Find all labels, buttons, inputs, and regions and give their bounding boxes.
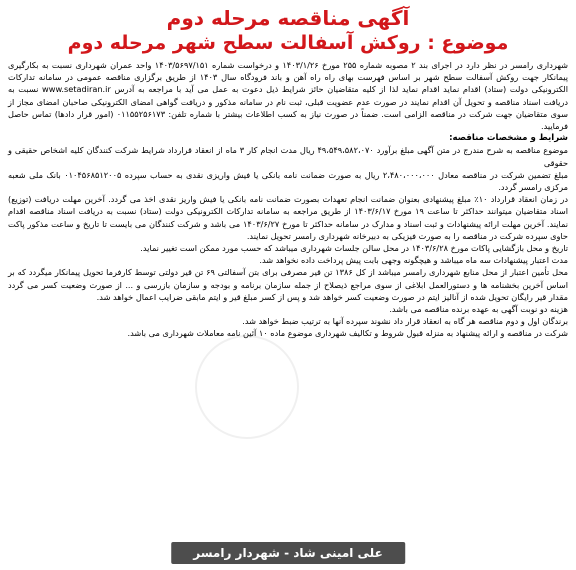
condition-item: شرکت در مناقصه و ارائه پیشنهاد به منزله قبول شروط و تکالیف شهرداری موضوع ماده ۱۰ آئین نامه معاملات شهرداری می باشد. <box>127 328 568 339</box>
notice-body <box>8 59 568 340</box>
notice-title: آگهی مناقصه مرحله دوم <box>166 6 410 30</box>
condition-item: در زمان انعقاد قرارداد ۱۰٪ مبلغ پیشنهادی بعنوان ضمانت انجام تعهدات بصورت ضمانت نامه بانکی یا فیش واریز نقدی اخذ می گردد. آخرین مهلت دریافت (توزیع) اسناد متقاضیان میتوانند حداکثر تا ساعت ۱۹ مورخ ۱۴۰۳/۶/۱۷ از طریق مراجعه به سامانه تدارکات الکترونیکی دولت (ستاد) نسبت به دریافت اسناد مناقصه اقدام نمایند. آخرین مهلت ارائه پیشنهادات و ثبت اسناد و مدارک در سامانه حداکثر تا مورخ ۱۴۰۳/۶/۲۷ می باشد و شرکت کنندگان می بایست تا تاریخ و ساعت مذکور پاکت حاوی سپرده شرکت در مناقصه را به صورت فیزیکی به دبیرخانه شهرداری رامسر تحویل نمایند. <box>8 194 568 241</box>
condition-item: مبلغ تضمین شرکت در مناقصه معادل ۲،۴۸۰،۰۰۰،۰۰۰ ریال به صورت ضمانت نامه بانکی یا فیش واریزی نقدی به حساب سپرده ۰۱۰۴۵۶۸۵۱۲۰۰۵ بانک ملی شعبه مرکزی رامسر گردد. <box>8 169 569 193</box>
signature-banner: علی امینی شاد - شهردار رامسر <box>171 542 405 564</box>
conditions-heading: شرایط و مشخصات مناقصه: <box>449 133 568 144</box>
condition-item: محل تأمین اعتبار از محل منابع شهرداری رامسر میباشد از کل ۱۳۸۶ تن قیر مصرفی برای بتن آسفالتی ۶۹ تن قیر دولتی توسط کارفرما تحویل پیمانکار میگردد که بر اساس آخرین بخشنامه ها و دستورالعمل ابلاغی از سوی مراجع ذیصلاح از جمله سازمان برنامه و بودجه و سازمان بازرسی و ... از صورت وضعیت کسر می گردد مقدار قیر رایگان تحویل شده از آنالیز ایتم در صورت وضعیت کسر خواهد شد و پس از کسر مبلغ قیر و ایتم مابقی ضرایب اعمال خواهد شد. <box>8 267 568 302</box>
intro-paragraph: شهرداری رامسر در نظر دارد در اجرای بند ۲ مصوبه شماره ۲۵۵ مورخ ۱۴۰۳/۱/۲۶ و درخواست شماره ۱۴۰۳/۵۶۹۷/۱۵۱ واحد عمران شهرداری نسبت به بکارگیری پیمانکار جهت روکش آسفالت سطح شهر بر اساس فهرست بهای راه راه آهن و باند فرودگاه سال ۱۴۰۳ از طریق برگزاری مناقصه عمومی در سامانه تدارکات الکترونیکی دولت (ستاد) اقدام نماید اقدام نماید لذا از کلیه متقاضیان حائز شرایط ذیل دعوت به عمل می آید با مراجعه به آدرس www.setadiran.ir نسبت به دریافت اسناد مناقصه و تحویل آن اقدام نمایند در صورت عدم عضویت قبلی، ثبت نام در سامانه مذکور و دریافت گواهی امضای الکترونیکی صاحبان امضای مجاز از سوی متقاضیان جهت شرکت در مناقصه الزامی است. ضمناً در صورت نیاز به کسب اطلاعات بیشتر با شماره تلفن: ۰۱۱۵۵۲۵۶۱۷۳ (امور قرار دادها) تماس حاصل فرمایید. <box>8 60 569 132</box>
watermark-stamp <box>195 335 299 439</box>
condition-item: مدت اعتبار پیشنهادات سه ماه میباشد و هیچگونه وجهی بابت پیش پرداخت داده نخواهد شد. <box>259 255 568 266</box>
condition-item: موضوع مناقصه به شرح مندرج در متن آگهی مبلغ برآورد ۴۹،۵۴۹،۵۸۲،۰۷۰ ریال مدت انجام کار ۳ ماه از انعقاد قرارداد شرایط شرکت کنندگان کلیه اشخاص حقیقی و حقوقی <box>8 145 568 168</box>
notice-subject: موضوع : روکش آسفالت سطح شهر مرحله دوم <box>67 32 509 54</box>
condition-item: برندگان اول و دوم مناقصه هر گاه به انعقاد قرار داد نشوند سپرده آنها به ترتیب ضبط خواهد شد. <box>242 316 568 327</box>
condition-item: تاریخ و محل بازگشایی پاکات مورخ ۱۴۰۳/۶/۲۸ در محل سالن جلسات شهرداری میباشد که حسب مورد ممکن است تغییر نماید. <box>140 243 568 254</box>
condition-item: هزینه دو نوبت آگهی به عهده برنده مناقصه می باشد. <box>389 304 568 315</box>
